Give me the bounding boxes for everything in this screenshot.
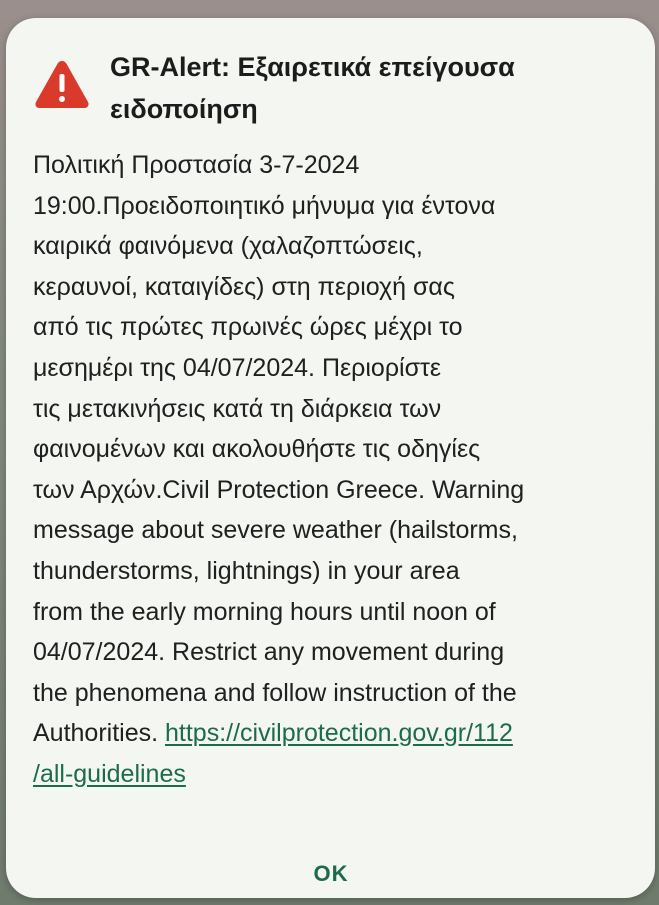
dialog-header	[34, 38, 634, 138]
guidelines-link[interactable]: https://civilprotection.gov.gr/112 /all-guidelines	[33, 719, 513, 788]
alert-message	[33, 145, 638, 795]
dialog-title: GR-Alert: Εξαιρετικά επείγουσα ειδοποίηση	[110, 52, 515, 124]
ok-button[interactable]: OK	[296, 854, 366, 894]
warning-triangle-icon	[34, 58, 90, 110]
alert-message-text: Πολιτική Προστασία 3-7-2024 19:00.Προειδοποιητικό μήνυμα για έντονα καιρικά φαινόμενα (χαλαζοπτώσεις, κεραυνοί, καταιγίδες) στη περιοχή σας από τις πρώτες πρωινές ώρες μέχρι το μεσημέρι της 04/07/2024. Περιορίστε τις μετακινήσεις κατά τη διάρκεια των φαινομένων και ακολουθήστε τις οδηγίες των Αρχών.Civil Protection Greece. Warning message about severe weather (hailstorms, thunderstorms, lightnings) in your area from the early morning hours until noon of 04/07/2024. Restrict any movement during the phenomena and follow instruction of the Authorities.	[33, 151, 525, 748]
alert-dialog	[6, 18, 655, 898]
